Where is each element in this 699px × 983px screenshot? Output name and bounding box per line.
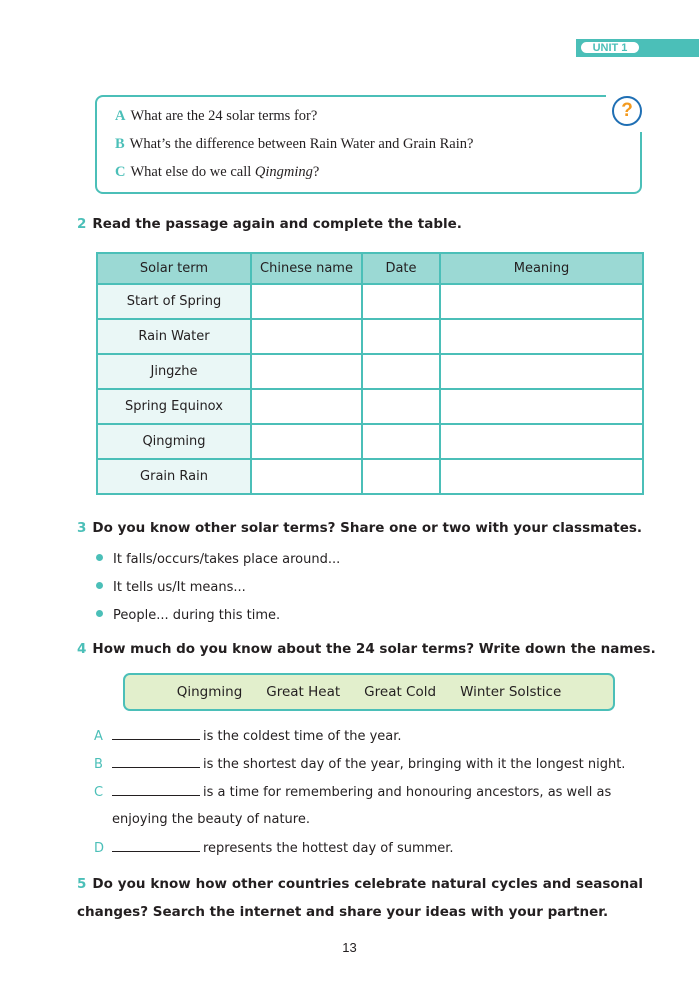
meaning-cell[interactable] [440,459,643,494]
sentence-letter: B [94,757,103,772]
question-letter: B [115,136,125,152]
date-cell[interactable] [362,424,440,459]
sentence-letter: D [94,841,105,856]
unit-label: UNIT 1 [579,40,641,55]
solar-term-cell: Start of Spring [97,284,251,319]
header-date: Date [362,253,440,284]
task-3-instruction [77,519,642,537]
answer-blank[interactable] [112,783,200,796]
fill-sentence-d [94,839,454,858]
word-bank-item: Great Cold [364,684,437,700]
date-cell[interactable] [362,459,440,494]
word-bank-item: Qingming [176,684,243,700]
prompt-item [96,607,280,625]
fill-sentence-a [94,727,402,746]
question-text-italic: Qingming [254,164,313,180]
chinese-name-cell[interactable] [251,284,362,319]
chinese-name-cell[interactable] [251,354,362,389]
question-item-c [115,163,319,181]
task-text: Do you know other solar terms? Share one or two with your classmates. [92,520,643,536]
chinese-name-cell[interactable] [251,389,362,424]
prompt-text: People... during this time. [113,608,281,623]
sentence-text: is the shortest day of the year, bringing with it the longest night. [203,757,626,772]
meaning-cell[interactable] [440,389,643,424]
sentence-letter: A [94,729,103,744]
bullet-dot-icon [96,610,103,617]
answer-blank[interactable] [112,755,200,768]
question-text: What else do we call [130,164,255,180]
prompt-text: It tells us/It means... [113,580,246,595]
table-row [97,284,643,319]
prompt-item [96,579,246,597]
sentence-c-continuation: enjoying the beauty of nature. [112,812,310,827]
word-bank-item: Winter Solstice [460,684,562,700]
task-2-instruction [77,215,462,233]
table-row [97,354,643,389]
question-mark-icon: ? [612,96,642,126]
meaning-cell[interactable] [440,354,643,389]
fill-sentence-c [94,783,611,802]
question-item-a [115,107,317,125]
prompt-item [96,551,340,569]
chinese-name-cell[interactable] [251,319,362,354]
chinese-name-cell[interactable] [251,459,362,494]
date-cell[interactable] [362,319,440,354]
question-item-b [115,135,473,153]
chinese-name-cell[interactable] [251,424,362,459]
task-4-instruction [77,640,656,658]
date-cell[interactable] [362,389,440,424]
date-cell[interactable] [362,354,440,389]
sentence-text: is the coldest time of the year. [203,729,402,744]
table-row [97,319,643,354]
task-text: Read the passage again and complete the table. [92,216,462,232]
solar-term-cell: Qingming [97,424,251,459]
answer-blank[interactable] [112,727,200,740]
date-cell[interactable] [362,284,440,319]
solar-term-cell: Spring Equinox [97,389,251,424]
sentence-letter: C [94,785,104,800]
solar-term-cell: Grain Rain [97,459,251,494]
table-row [97,459,643,494]
question-letter: A [115,108,126,124]
fill-sentence-b [94,755,625,774]
solar-terms-table [96,252,644,495]
question-text: ? [312,164,320,180]
header-solar-term: Solar term [97,253,251,284]
meaning-cell[interactable] [440,319,643,354]
bullet-dot-icon [96,582,103,589]
answer-blank[interactable] [112,839,200,852]
table-row [97,389,643,424]
page-number: 13 [342,940,357,955]
word-bank-item: Great Heat [266,684,341,700]
solar-term-cell: Jingzhe [97,354,251,389]
bullet-dot-icon [96,554,103,561]
word-bank [123,673,615,711]
sentence-text: is a time for remembering and honouring ancestors, as well as [203,785,612,800]
meaning-cell[interactable] [440,424,643,459]
prompt-text: It falls/occurs/takes place around... [113,552,341,567]
task-number: 2 [77,216,87,232]
solar-term-cell: Rain Water [97,319,251,354]
question-letter: C [115,164,126,180]
task-number: 3 [77,520,87,536]
sentence-text: represents the hottest day of summer. [203,841,454,856]
task-number: 5 [77,876,87,892]
question-text: What are the 24 solar terms for? [130,108,318,124]
question-text: What’s the difference between Rain Water and Grain Rain? [129,136,474,152]
task-text: How much do you know about the 24 solar terms? Write down the names. [92,641,656,657]
task-text: Do you know how other countries celebrate natural cycles and seasonal changes? Search the internet and share your ideas with your partner. [77,876,643,920]
table-header-row [97,253,643,284]
task-number: 4 [77,641,87,657]
header-chinese-name: Chinese name [251,253,362,284]
header-meaning: Meaning [440,253,643,284]
meaning-cell[interactable] [440,284,643,319]
table-row [97,424,643,459]
task-5-instruction [77,870,643,926]
